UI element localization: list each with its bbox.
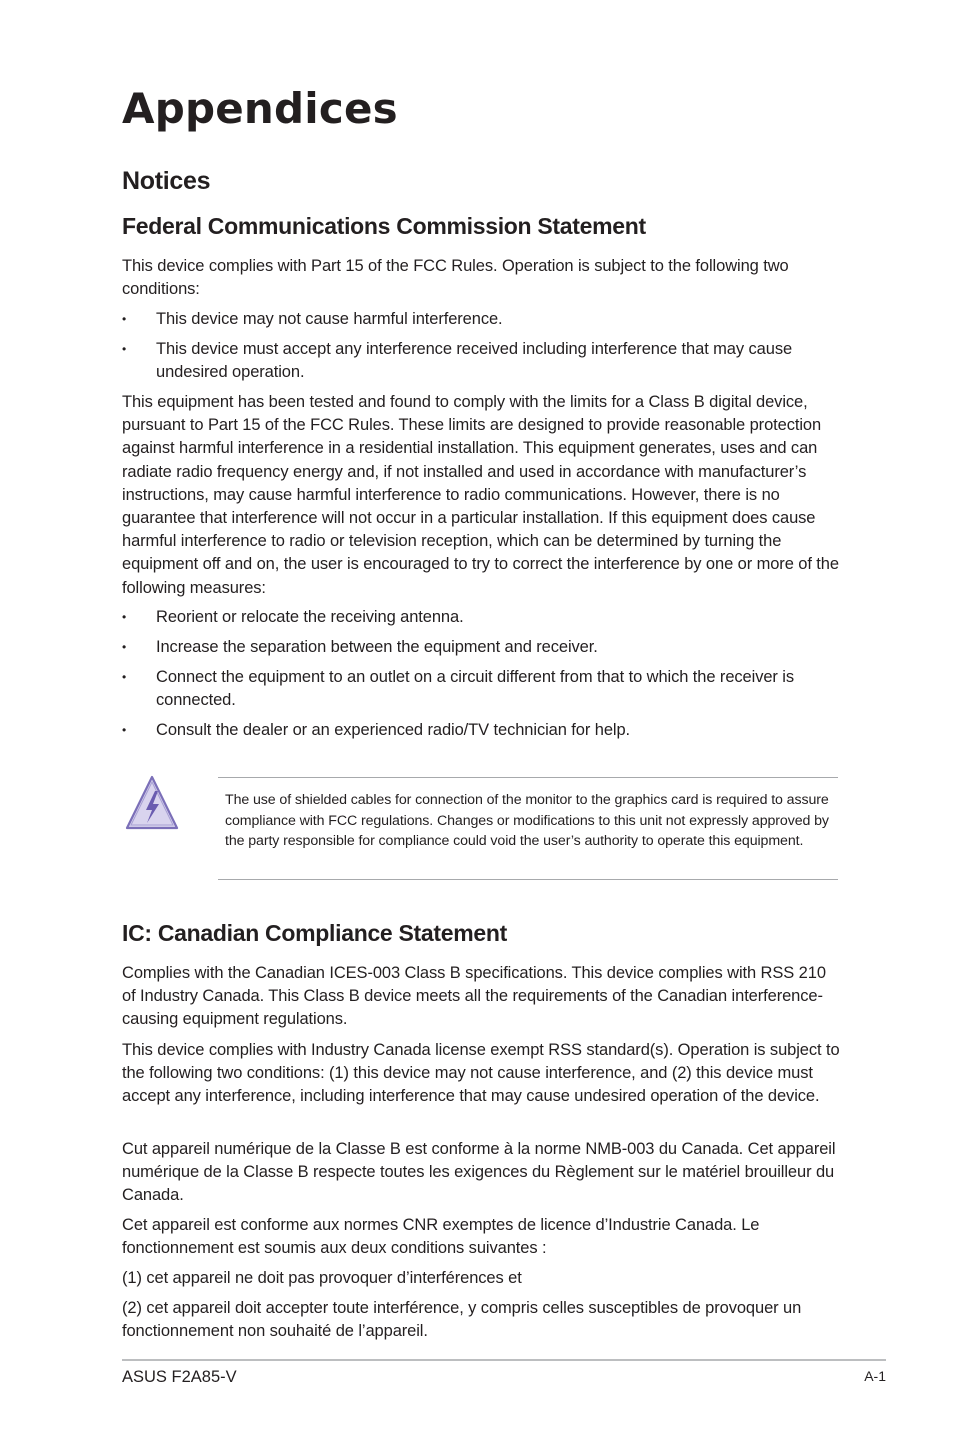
footer-divider [122, 1359, 886, 1361]
fcc-measure-item [122, 719, 842, 742]
bullet-marker: • [122, 312, 127, 326]
bullet-marker: • [122, 670, 127, 684]
fcc-measure-text: Reorient or relocate the receiving antenna. [156, 608, 464, 626]
fcc-condition-text: This device must accept any interference received including interference that may cause undesired operation. [156, 340, 793, 382]
fcc-measure-item [122, 666, 842, 712]
bullet-marker: • [122, 610, 127, 624]
bullet-marker: • [122, 342, 127, 356]
fcc-condition-item [122, 338, 842, 384]
ic-paragraph: This device complies with Industry Canada license exempt RSS standard(s). Operation is subject to the following two conditions: (1) this device may not cause interference, and (2) this device must accept any interference, including interference that may cause undesired operation of the device. [122, 1041, 840, 1106]
section-heading-notices: Notices [122, 167, 211, 195]
fcc-condition-item [122, 308, 842, 331]
fcc-note-text: The use of shielded cables for connection of the monitor to the graphics card is required to assure compliance with FCC regulations. Changes or modifications to this unit not expressly approved by the party responsible for compliance could void the user’s authority to operate this equipment. [225, 792, 829, 849]
fcc-measure-text: Increase the separation between the equipment and receiver. [156, 638, 598, 656]
fcc-note-box [218, 777, 838, 880]
footer-product: ASUS F2A85-V [122, 1368, 237, 1386]
ic-paragraph: Cut appareil numérique de la Classe B est conforme à la norme NMB-003 du Canada. Cet appareil numérique de la Classe B respecte toutes les exigences du Règlement sur le matériel brouilleur du Canada. [122, 1140, 836, 1205]
fcc-measure-text: Consult the dealer or an experienced radio/TV technician for help. [156, 721, 631, 739]
ic-heading: IC: Canadian Compliance Statement [122, 920, 508, 946]
bullet-marker: • [122, 723, 127, 737]
fcc-measure-item [122, 636, 842, 659]
fcc-condition-text: This device may not cause harmful interference. [156, 310, 503, 328]
fcc-intro: This device complies with Part 15 of the FCC Rules. Operation is subject to the following two conditions: [122, 257, 789, 299]
ic-paragraph: Complies with the Canadian ICES-003 Class B specifications. This device complies with RSS 210 of Industry Canada. This Class B device meets all the requirements of the Canadian interference-causing equipment regulations. [122, 964, 826, 1029]
fcc-measure-item [122, 606, 842, 629]
page-title: Appendices [122, 84, 398, 133]
warning-lightning-icon [124, 774, 180, 837]
footer-page-number: A-1 [864, 1368, 886, 1384]
ic-paragraph: (2) cet appareil doit accepter toute interférence, y compris celles susceptibles de provoquer un fonctionnement non souhaité de l’appareil. [122, 1299, 802, 1341]
bullet-marker: • [122, 640, 127, 654]
fcc-body: This equipment has been tested and found to comply with the limits for a Class B digital device, pursuant to Part 15 of the FCC Rules. These limits are designed to provide reasonable protection against harmful interference in a residential installation. This equipment generates, uses and can radiate radio frequency energy and, if not installed and used in accordance with manufacturer’s instructions, may cause harmful interference to radio communications. However, there is no guarantee that interference will not occur in a particular installation. If this equipment does cause harmful interference to radio or television reception, which can be determined by turning the equipment off and on, the user is encouraged to try to correct the interference by one or more of the following measures: [122, 393, 839, 597]
ic-paragraph: Cet appareil est conforme aux normes CNR exemptes de licence d’Industrie Canada. Le fonctionnement est soumis aux deux conditions suivantes : [122, 1216, 760, 1258]
ic-paragraph: (1) cet appareil ne doit pas provoquer d’interférences et [122, 1269, 522, 1287]
fcc-measure-text: Connect the equipment to an outlet on a circuit different from that to which the receiver is connected. [156, 668, 795, 710]
fcc-heading: Federal Communications Commission Statement [122, 213, 646, 239]
